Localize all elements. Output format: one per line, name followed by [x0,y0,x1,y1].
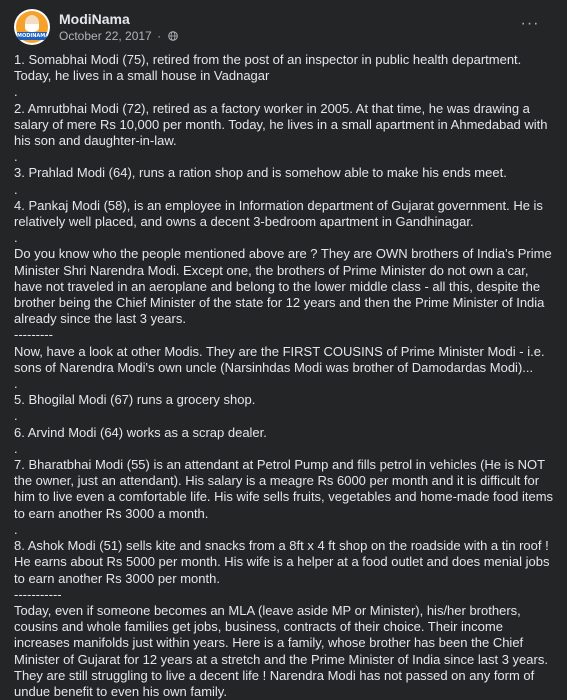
meta-separator: · [157,29,162,43]
post-line: Today, even if someone becomes an MLA (leave aside MP or Minister), his/her brothers, cousins and whole families get jobs, business, contracts of their choice. Their income increases manifolds just within years. Here is a family, whose brother has been the Chief Minister of Gujarat for 12 years at a stretch and the Prime Minister of India since last 3 years. They are still struggling to live a decent life ! Narendra Modi has not passed on any form of undue benefit to even his own family. [14,602,552,699]
post-line: . [14,440,18,456]
post-line: . [14,181,18,197]
post-line: 8. Ashok Modi (51) sells kite and snacks from a 8ft x 4 ft shop on the roadside with a tin roof ! He earns about Rs 5000 per month. His wife is a helper at a food outlet and does menial jobs to earn another Rs 3000 per month. [14,538,554,586]
globe-icon[interactable] [168,31,178,41]
avatar-beard [25,24,39,32]
post-line: . [14,408,18,424]
post-line: 3. Prahlad Modi (64), runs a ration shop and is somehow able to make his ends meet. [14,165,507,181]
post-line: . [14,230,18,246]
post-line: Do you know who the people mentioned above are ? They are OWN brothers of India's Prime Minister Shri Narendra Modi. Except one, the brothers of Prime Minister do not own a car, have not traveled in an aeroplane and belong to the lower middle class - all this, despite the brother being the Chief Minister of the state for 12 years and then the Prime Minister of India already since the last 3 years. [14,246,556,327]
post-header [14,9,553,45]
post-line: 4. Pankaj Modi (58), is an employee in Information department of Gujarat government. He is relatively well placed, and owns a decent 3-bedroom apartment in Gandhinagar. [14,197,547,230]
post-line: . [14,84,18,100]
post-line: . [14,521,18,537]
post-line: 6. Arvind Modi (64) works as a scrap dealer. [14,424,267,440]
post-line: 5. Bhogilal Modi (67) runs a grocery shop. [14,392,256,408]
post-line: 7. Bharatbhai Modi (55) is an attendant at Petrol Pump and fills petrol in vehicles (He is NOT the owner, just an attendant). His salary is a meagre Rs 6000 per month and it is difficult for him to live even a comfortable life. His wife sells fruits, vegetables and home-made food items to earn another Rs 3000 a month. [14,457,557,521]
post-line: --------- [14,327,53,343]
post-line: Now, have a look at other Modis. They are the FIRST COUSINS of Prime Minister Modi - i.e. sons of Narendra Modi's own uncle (Narsinhdas Modi was brother of Damodardas Modi)... [14,343,549,375]
more-options-icon[interactable]: ··· [520,15,540,32]
post-meta [59,29,178,44]
post-line: ----------- [14,586,62,602]
page-avatar[interactable] [14,9,50,45]
post-line: 2. Amrutbhai Modi (72), retired as a factory worker in 2005. At that time, he was drawing a salary of mere Rs 10,000 per month. Today, he lives in a small apartment in Ahmedabad with his son and daughter-in-law. [14,100,552,149]
page-name-link[interactable]: ModiNama [59,11,130,27]
post-line: . [14,149,18,165]
post-date-link[interactable]: October 22, 2017 [59,29,152,43]
post-line: 1. Somabhai Modi (75), retired from the post of an inspector in public health department. Today, he lives in a small house in Vadnagar [14,52,525,84]
post-line: . [14,376,18,392]
post-body [14,52,557,700]
avatar-logo-text: MODINAMA [17,33,50,39]
